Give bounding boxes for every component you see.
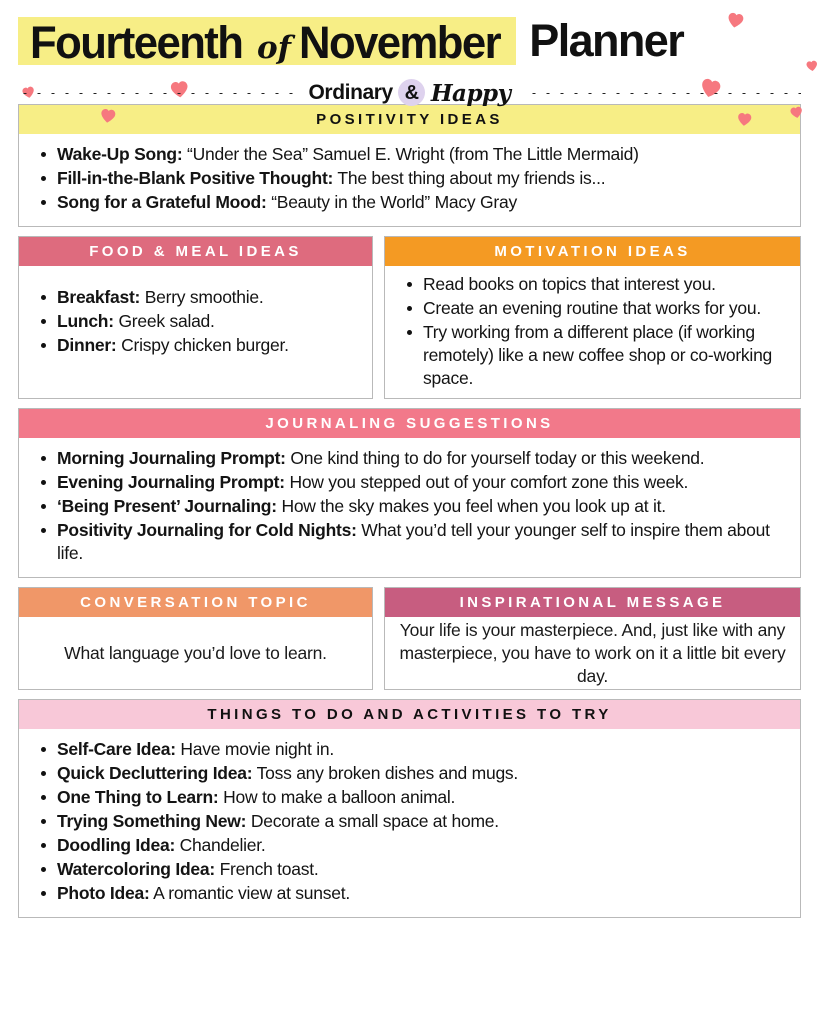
- list-item-text: Try working from a different place (if working remotely) like a new coffee shop or co-working space.: [423, 322, 773, 388]
- card-title-motivation-ideas: MOTIVATION IDEAS: [385, 237, 800, 266]
- list-item: [423, 297, 788, 320]
- dotted-divider-right: [527, 91, 802, 96]
- list-item-text: How to make a balloon animal.: [218, 787, 456, 807]
- list-item-label: Doodling Idea:: [57, 835, 176, 855]
- list-item: [423, 273, 788, 296]
- list-item-text: Berry smoothie.: [140, 287, 264, 307]
- list-item-label: Watercoloring Idea:: [57, 859, 215, 879]
- page-header: [0, 0, 819, 107]
- list-item-text: Crispy chicken burger.: [116, 335, 289, 355]
- card-things-to-do: [18, 699, 801, 918]
- list-item: [57, 810, 788, 833]
- list-item-text: Read books on topics that interest you.: [423, 274, 716, 294]
- card-conversation-topic: [18, 587, 373, 690]
- list-item-text: Decorate a small space at home.: [246, 811, 499, 831]
- brand-text-ordinary: Ordinary: [308, 81, 393, 104]
- card-motivation-ideas: [384, 236, 801, 399]
- list-item: [57, 143, 788, 166]
- planner-sheet: [0, 104, 819, 918]
- card-body-journaling-suggestions: [19, 438, 800, 577]
- card-inspirational-message: [384, 587, 801, 690]
- card-title-conversation-topic: CONVERSATION TOPIC: [19, 588, 372, 617]
- list-item-label: Song for a Grateful Mood:: [57, 192, 267, 212]
- page-title: [18, 14, 801, 68]
- list-positivity-ideas: [31, 143, 788, 214]
- card-body-things-to-do: [19, 729, 800, 917]
- list-item-text: “Beauty in the World” Macy Gray: [266, 192, 517, 212]
- list-item-text: “Under the Sea” Samuel E. Wright (from The Little Mermaid): [182, 144, 639, 164]
- list-things-to-do: [31, 738, 788, 905]
- list-item-text: Chandelier.: [175, 835, 266, 855]
- list-item-text: Have movie night in.: [175, 739, 334, 759]
- title-word-planner: Planner: [529, 15, 684, 66]
- list-item-label: Morning Journaling Prompt:: [57, 448, 286, 468]
- list-item: [57, 471, 788, 494]
- list-item-text: French toast.: [214, 859, 319, 879]
- list-item-label: Positivity Journaling for Cold Nights:: [57, 520, 357, 540]
- list-item: [57, 310, 360, 333]
- card-title-inspirational-message: INSPIRATIONAL MESSAGE: [385, 588, 800, 617]
- list-item-label: ‘Being Present’ Journaling:: [57, 496, 277, 516]
- title-word-fourteenth: Fourteenth: [30, 17, 243, 68]
- list-item-label: Lunch:: [57, 311, 114, 331]
- list-journaling-suggestions: [31, 447, 788, 565]
- card-body-positivity-ideas: [19, 134, 800, 226]
- list-item-text: Greek salad.: [113, 311, 215, 331]
- list-item: [57, 286, 360, 309]
- row-food-motivation: [18, 236, 801, 399]
- card-body-food-meal-ideas: [19, 266, 372, 378]
- title-highlight-band: [18, 17, 516, 68]
- list-item-text: The best thing about my friends is...: [333, 168, 606, 188]
- list-item-label: Photo Idea:: [57, 883, 150, 903]
- list-item-text: Create an evening routine that works for you.: [423, 298, 761, 318]
- card-positivity-ideas: [18, 104, 801, 227]
- list-item: [57, 834, 788, 857]
- card-food-meal-ideas: [18, 236, 373, 399]
- list-item-text: A romantic view at sunset.: [149, 883, 350, 903]
- title-word-november: November: [299, 17, 501, 68]
- list-motivation-ideas: [397, 273, 788, 390]
- list-item-label: Wake-Up Song:: [57, 144, 183, 164]
- list-item-label: Breakfast:: [57, 287, 141, 307]
- list-item-text: Toss any broken dishes and mugs.: [252, 763, 519, 783]
- title-word-of: of: [256, 30, 291, 66]
- heart-icon: [805, 59, 819, 73]
- list-item: [57, 786, 788, 809]
- list-item-label: Dinner:: [57, 335, 117, 355]
- list-item: [57, 334, 360, 357]
- card-journaling-suggestions: [18, 408, 801, 578]
- list-item: [57, 191, 788, 214]
- list-item-text: One kind thing to do for yourself today or this weekend.: [285, 448, 705, 468]
- list-item: [57, 519, 788, 565]
- list-item-text: How you stepped out of your comfort zone this week.: [284, 472, 689, 492]
- list-item: [57, 738, 788, 761]
- list-item-label: Trying Something New:: [57, 811, 247, 831]
- card-title-things-to-do: THINGS TO DO AND ACTIVITIES TO TRY: [19, 700, 800, 729]
- brand-text-happy: Happy: [430, 79, 511, 107]
- list-item-text: How the sky makes you feel when you look up at it.: [276, 496, 666, 516]
- brand-row: [18, 76, 801, 110]
- brand-text-ampersand: &: [404, 81, 420, 104]
- card-title-positivity-ideas: POSITIVITY IDEAS: [19, 105, 800, 134]
- list-item-label: Fill-in-the-Blank Positive Thought:: [57, 168, 334, 188]
- list-food-meal-ideas: [31, 286, 360, 357]
- card-title-journaling-suggestions: JOURNALING SUGGESTIONS: [19, 409, 800, 438]
- list-item-label: Quick Decluttering Idea:: [57, 763, 253, 783]
- list-item: [57, 495, 788, 518]
- card-body-inspirational-message: Your life is your masterpiece. And, just like with any masterpiece, you have to work on it a little bit every day.: [399, 619, 786, 686]
- list-item-label: One Thing to Learn:: [57, 787, 219, 807]
- list-item: [57, 762, 788, 785]
- list-item: [57, 858, 788, 881]
- list-item: [57, 447, 788, 470]
- list-item: [423, 321, 788, 390]
- list-item-label: Evening Journaling Prompt:: [57, 472, 285, 492]
- card-body-conversation-topic: What language you’d love to learn.: [64, 642, 327, 663]
- card-title-food-meal-ideas: FOOD & MEAL IDEAS: [19, 237, 372, 266]
- list-item: [57, 882, 788, 905]
- card-body-motivation-ideas: [385, 266, 800, 398]
- list-item-label: Self-Care Idea:: [57, 739, 176, 759]
- dotted-divider-left: [18, 91, 293, 96]
- list-item-text: What you’d tell your younger self to inspire them about life.: [57, 520, 770, 563]
- brand-logo: [293, 79, 527, 107]
- brand-ampersand: [398, 79, 426, 107]
- list-item: [57, 167, 788, 190]
- row-conversation-inspiration: [18, 587, 801, 690]
